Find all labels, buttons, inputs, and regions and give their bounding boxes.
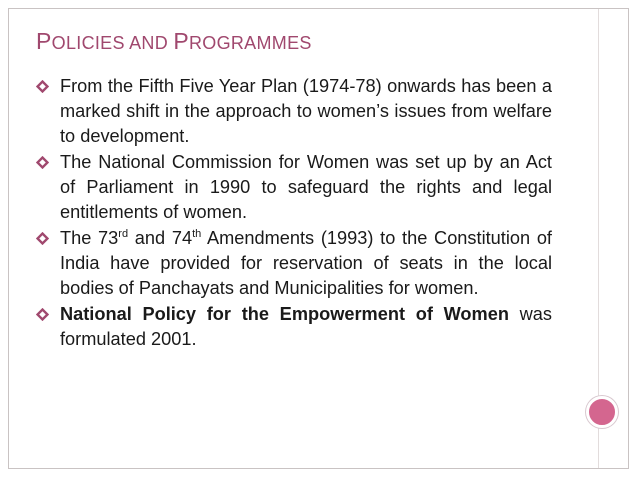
slide-title <box>36 30 312 53</box>
national-policy-bold-text: National Policy for the Empowerment of Women <box>60 304 509 324</box>
amendments-text-part2: and 74 <box>128 228 193 248</box>
hollow-diamond-bullet-icon <box>36 226 50 251</box>
amendments-text-part1: The 73 <box>60 228 119 248</box>
title-initial-p: P <box>36 28 52 54</box>
ordinal-suffix-th: th <box>192 227 202 240</box>
bullet-list <box>36 74 552 353</box>
bullet-item-fifth-plan <box>36 74 552 149</box>
amendments-text-part3: Amendments (1993) to the Constitution of India have provided for reservation of seats in the local bodies of Panchayats and Municipalities for women. <box>60 228 552 298</box>
bullet-text-ncw: The National Commission for Women was set up by an Act of Parliament in 1990 to safeguard the rights and legal entitlements of women. <box>60 152 552 222</box>
bullet-item-national-policy <box>36 302 552 352</box>
bullet-text-national-policy <box>60 304 552 349</box>
title-word-olicies: OLICIES <box>51 33 125 53</box>
bullet-text-amendments <box>60 228 552 298</box>
decorative-pink-circle <box>586 396 618 428</box>
bullet-item-amendments <box>36 226 552 301</box>
bullet-text-fifth-plan: From the Fifth Five Year Plan (1974-78) onwards has been a marked shift in the approach to women’s issues from welfare to development. <box>60 76 552 146</box>
national-policy-rest-text: was formulated 2001. <box>60 304 552 349</box>
title-word-and: AND <box>129 33 168 53</box>
title-initial-p-2: P <box>173 28 189 54</box>
title-word-rogrammes: ROGRAMMES <box>188 33 312 53</box>
hollow-diamond-bullet-icon <box>36 150 50 175</box>
bullet-item-ncw <box>36 150 552 225</box>
hollow-diamond-bullet-icon <box>36 74 50 99</box>
ordinal-suffix-rd: rd <box>118 227 129 240</box>
hollow-diamond-bullet-icon <box>36 302 50 327</box>
